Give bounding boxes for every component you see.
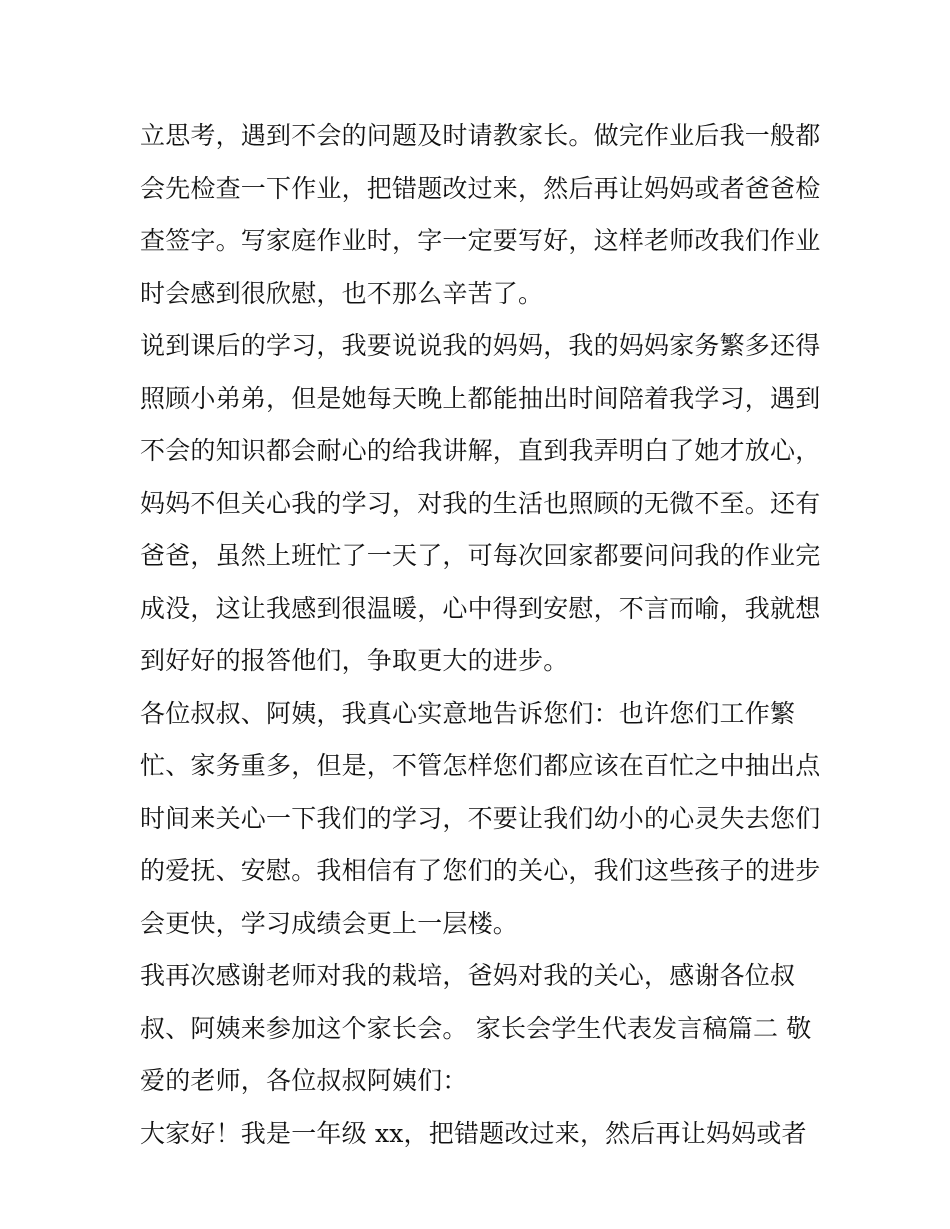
text-line-18: 叔、阿姨来参加这个家长会。 家长会学生代表发言稿篇二 敬 — [140, 1013, 812, 1043]
text-line-8: 妈妈不但关心我的学习，对我的生活也照顾的无微不至。还有 — [140, 488, 821, 518]
text-line-13: 忙、家务重多，但是，不管怎样您们都应该在百忙之中抽出点 — [140, 751, 821, 780]
text-line-5: 说到课后的学习，我要说说我的妈妈，我的妈妈家务繁多还得 — [140, 331, 821, 360]
text-line-17: 我再次感谢老师对我的栽培，爸妈对我的关心，感谢各位叔 — [140, 961, 796, 990]
text-line-16: 会更快，学习成绩会更上一层楼。 — [140, 908, 519, 938]
text-line-9: 爸爸，虽然上班忙了一天了，可每次回家都要问问我的作业完 — [140, 541, 821, 570]
text-line-20: 大家好！我是一年级 xx，把错题改过来，然后再让妈妈或者 — [140, 1118, 807, 1148]
text-line-6: 照顾小弟弟，但是她每天晚上都能抽出时间陪着我学习，遇到 — [140, 383, 821, 413]
text-line-7: 不会的知识都会耐心的给我讲解，直到我弄明白了她才放心， — [140, 436, 821, 465]
text-line-19: 爱的老师，各位叔叔阿姨们： — [140, 1066, 468, 1095]
text-line-14: 时间来关心一下我们的学习，不要让我们幼小的心灵失去您们 — [140, 803, 821, 833]
text-line-10: 成没，这让我感到很温暖，心中得到安慰，不言而喻，我就想 — [140, 593, 821, 623]
text-line-2: 会先检查一下作业，把错题改过来，然后再让妈妈或者爸爸检 — [140, 173, 821, 203]
document-body — [140, 110, 820, 1160]
text-line-3: 查签字。写家庭作业时，字一定要写好，这样老师改我们作业 — [140, 226, 821, 255]
text-line-12: 各位叔叔、阿姨，我真心实意地告诉您们：也许您们工作繁 — [140, 698, 796, 728]
text-line-15: 的爱抚、安慰。我相信有了您们的关心，我们这些孩子的进步 — [140, 856, 821, 885]
text-line-1: 立思考，遇到不会的问题及时请教家长。做完作业后我一般都 — [140, 121, 821, 150]
text-line-11: 到好好的报答他们，争取更大的进步。 — [140, 646, 569, 675]
text-line-4: 时会感到很欣慰，也不那么辛苦了。 — [140, 278, 544, 308]
